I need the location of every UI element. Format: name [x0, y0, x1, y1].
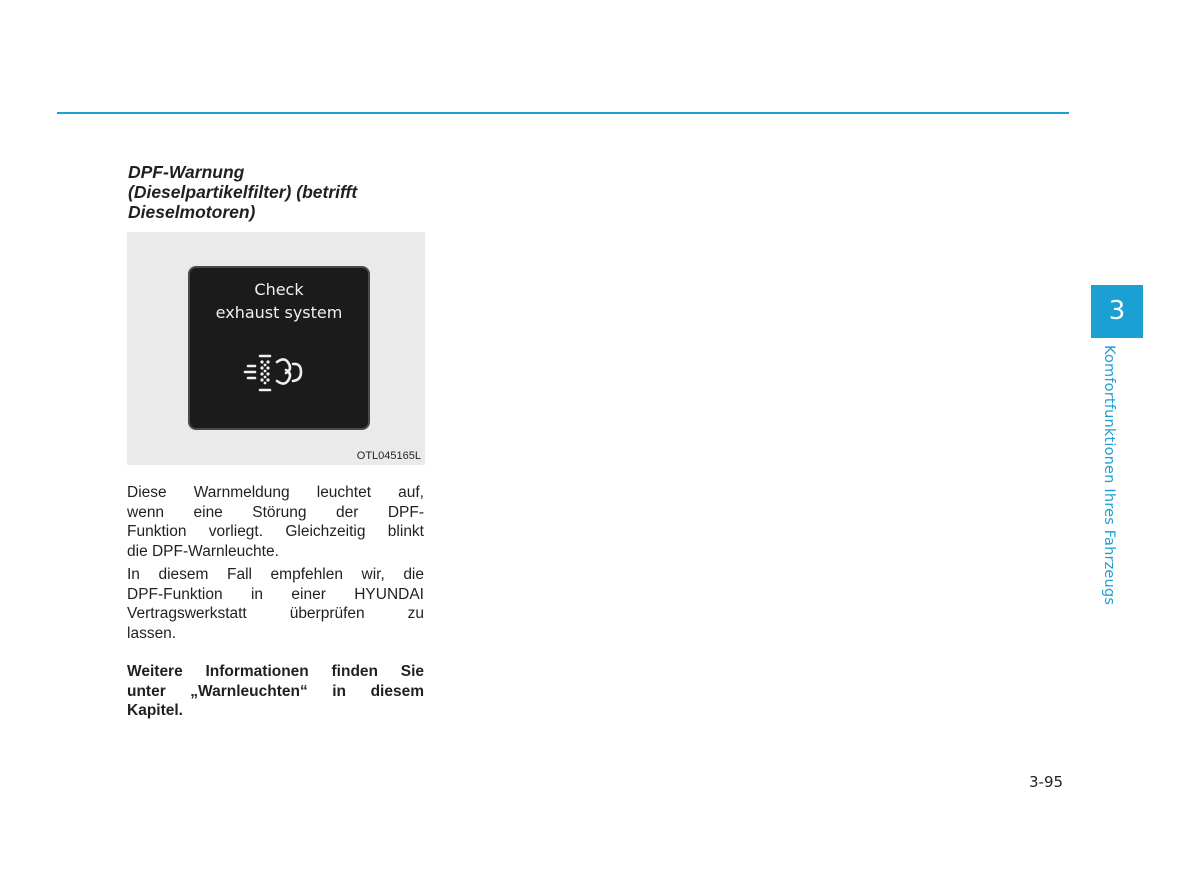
heading-line: DPF-Warnung: [128, 162, 245, 182]
figure-code: OTL045165L: [356, 450, 421, 462]
cluster-display: [188, 266, 370, 430]
text-line: die DPF-Warnleuchte.: [127, 542, 279, 560]
text-line: Kapitel.: [127, 702, 183, 719]
paragraph: [127, 565, 424, 643]
chapter-title: Komfortfunktionen Ihres Fahrzeugs: [1101, 345, 1117, 606]
header-rule: [57, 112, 1069, 114]
text-line: In diesem Fall empfehlen wir, die: [127, 566, 424, 583]
text-line: lassen.: [127, 624, 177, 642]
heading-line: Dieselmotoren): [128, 202, 256, 222]
text-line: Funktion vorliegt. Gleichzeitig blinkt: [127, 523, 424, 540]
text-line: DPF-Funktion in einer HYUNDAI: [127, 585, 424, 603]
section-heading: [128, 162, 428, 222]
page-number: 3-95: [1029, 773, 1064, 791]
paragraph: [127, 483, 424, 561]
reference-note: [127, 662, 424, 721]
chapter-number-tab: 3: [1091, 285, 1143, 338]
text-line: wenn eine Störung der DPF-: [127, 503, 424, 521]
text-line: Vertragswerkstatt überprüfen zu: [127, 605, 424, 622]
warning-display-figure: [127, 232, 425, 465]
heading-line: (Dieselpartikelfilter) (betrifft: [128, 182, 358, 202]
text-line: Diese Warnmeldung leuchtet auf,: [127, 484, 424, 501]
text-line: unter „Warnleuchten“ in diesem: [127, 682, 424, 700]
text-line: Weitere Informationen finden Sie: [127, 663, 424, 680]
display-message-line: exhaust system: [215, 303, 343, 322]
display-message-line: Check: [254, 280, 304, 299]
dpf-warning-icon: [243, 348, 319, 398]
